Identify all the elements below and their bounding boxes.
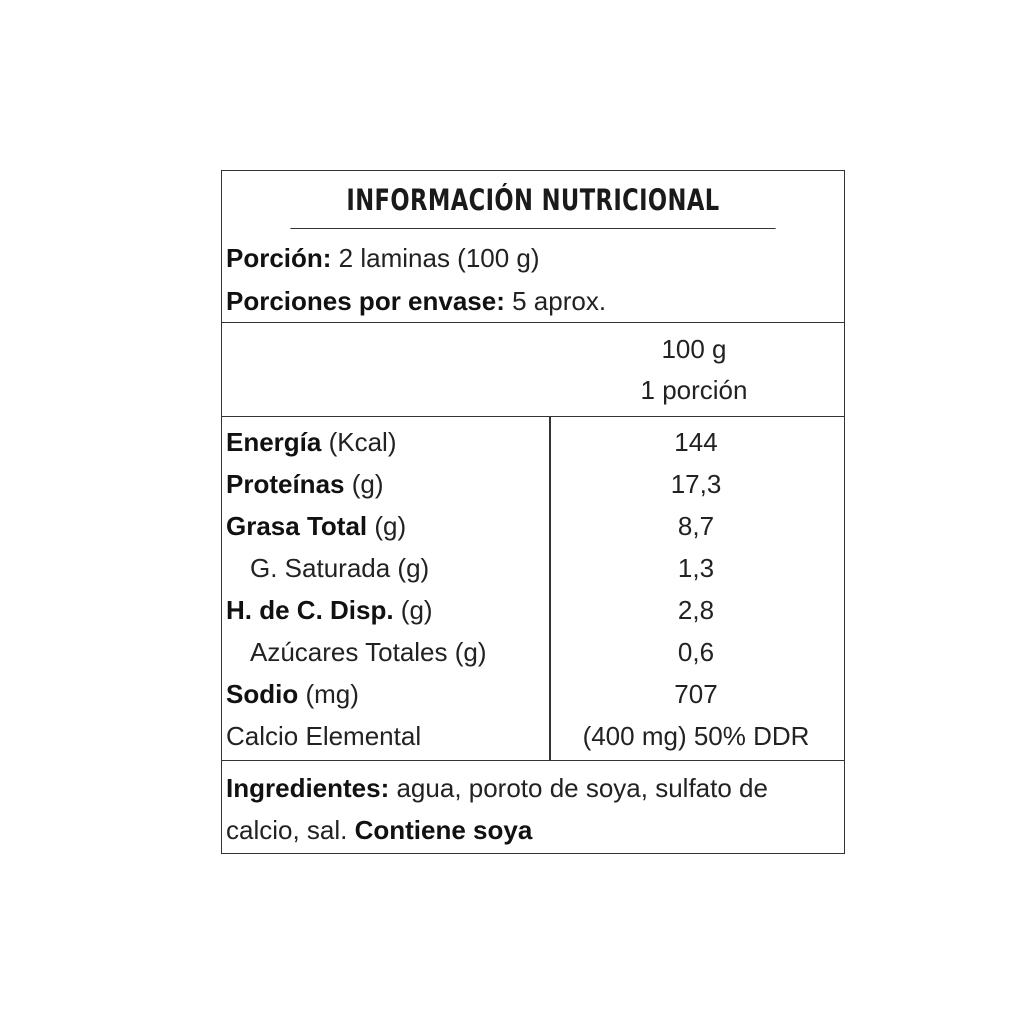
nutrient-unit: (g) [393,595,433,625]
nutrient-row-carbohidratos [222,589,844,631]
nutrient-value: 144 [674,427,718,457]
nutrient-row-energia [222,421,844,463]
nutrient-name [226,421,397,463]
portions-per-container-label: Porciones por envase: [226,286,505,316]
nutrient-unit: (Kcal) [321,427,397,457]
nutrient-name [226,715,421,757]
nutrient-row-proteinas [222,463,844,505]
nutrient-name-bold: H. de C. Disp. [226,595,394,625]
ingredients-label: Ingredientes: [226,773,390,803]
nutrient-row-grasa-total [222,505,844,547]
column-header-portion: 1 porción [640,375,748,405]
nutrient-value: 707 [674,679,718,709]
column-header-amount: 100 g [661,334,727,364]
nutrient-unit: G. Saturada (g) [250,553,430,583]
nutrient-value: 1,3 [677,553,715,583]
nutrient-name [250,631,487,673]
nutrient-value: 17,3 [670,469,722,499]
nutrient-name-bold: Proteínas [226,469,345,499]
label-title: INFORMACIÓN NUTRICIONAL [290,171,775,229]
nutrient-name-bold: Grasa Total [226,511,368,541]
nutrition-facts-label [221,170,845,854]
ingredients [226,767,838,851]
nutrient-unit: (g) [367,511,407,541]
portion-value: 2 laminas (100 g) [331,243,540,273]
nutrient-value: (400 mg) 50% DDR [582,721,810,751]
nutrient-row-azucares [222,631,844,673]
nutrient-name [226,505,406,547]
nutrient-name [226,463,384,505]
ingredients-text: agua, poroto de soya, sulfato de calcio, sal. [226,773,768,845]
portion-label: Porción: [226,243,332,273]
nutrient-unit: (mg) [298,679,359,709]
nutrient-row-grasa-saturada [222,547,844,589]
nutrient-unit: Calcio Elemental [226,721,422,751]
nutrient-unit: Azúcares Totales (g) [250,637,487,667]
nutrient-name [250,547,429,589]
portion-line [226,237,844,280]
nutrient-name-bold: Sodio [226,679,299,709]
nutrient-table [222,417,844,761]
column-header [222,323,844,417]
nutrient-name-bold: Energía [226,427,322,457]
portions-per-container-line [226,280,844,323]
nutrient-name [226,589,433,631]
nutrient-value: 8,7 [677,511,715,541]
nutrient-unit: (g) [344,469,384,499]
nutrient-row-sodio [222,673,844,715]
nutrient-row-calcio [222,715,844,757]
nutrient-value: 2,8 [677,595,715,625]
allergen-warning: Contiene soya [354,815,533,845]
nutrient-name [226,673,359,715]
serving-info [222,229,844,323]
portions-per-container-value: 5 aprox. [504,286,607,316]
nutrient-value: 0,6 [677,637,715,667]
